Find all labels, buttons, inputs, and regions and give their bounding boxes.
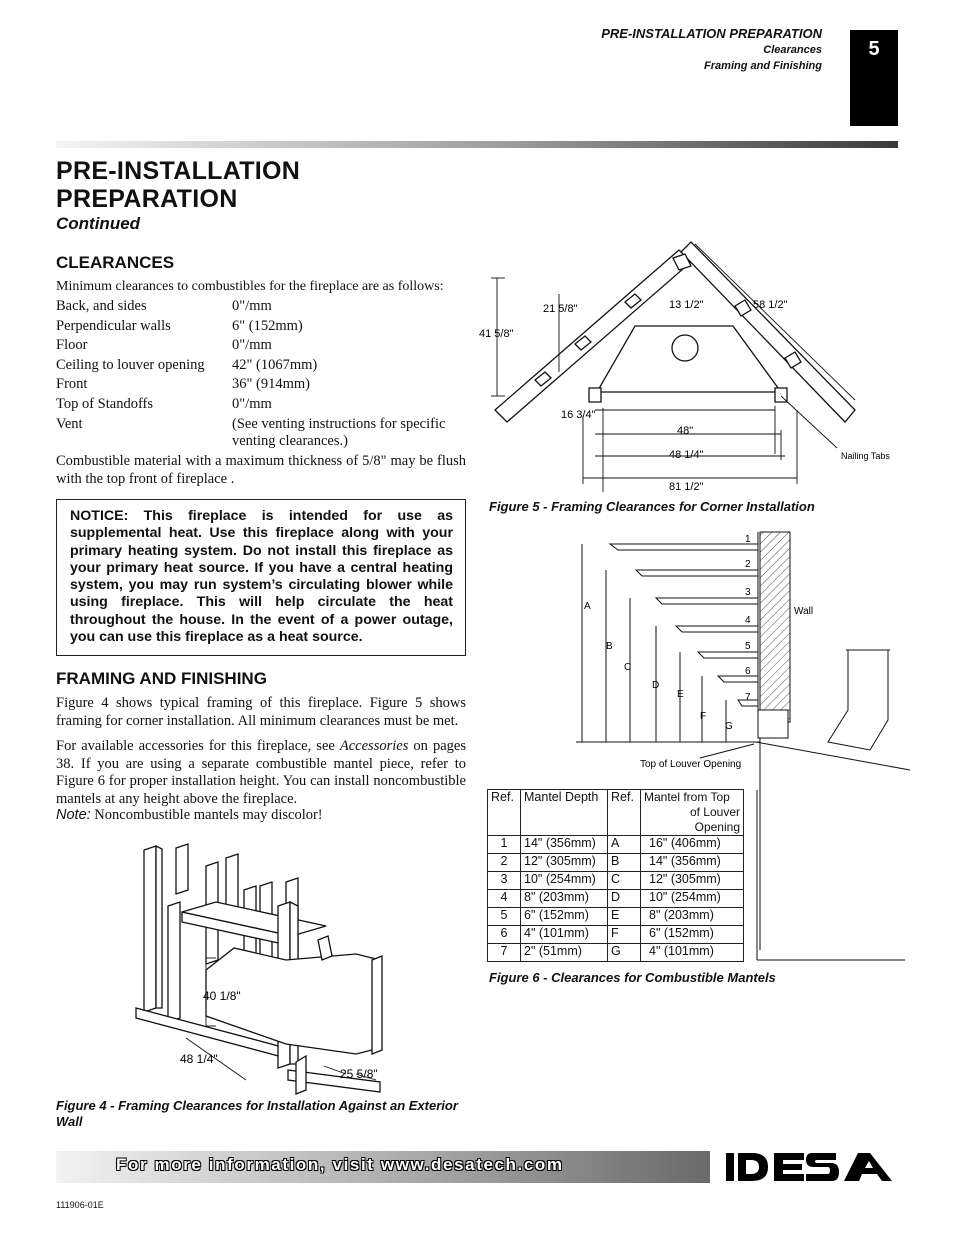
table-header-row bbox=[488, 790, 744, 836]
framing-note bbox=[56, 807, 466, 825]
table-cell: 6" (152mm) bbox=[521, 908, 608, 926]
header-subtopic-clearances: Clearances bbox=[763, 44, 822, 56]
mantel-number-6: 6 bbox=[745, 666, 751, 677]
table-row bbox=[488, 872, 744, 890]
figure4-depth-dimension: 25 5/8" bbox=[340, 1067, 378, 1081]
mantel-number-7: 7 bbox=[745, 692, 751, 703]
framing-p2-end: on pages 38. If you are using a separate combustible mantel piece, refer to Figure 6 for proper installation height. You can install noncombustible mantels at any height above the fireplace. bbox=[56, 738, 467, 807]
table-header-mantel-depth: Mantel Depth bbox=[521, 790, 608, 836]
clearance-label: Front bbox=[56, 376, 88, 392]
table-row bbox=[488, 836, 744, 854]
framing-paragraph-2 bbox=[56, 738, 466, 808]
table-cell: 6 bbox=[488, 926, 521, 944]
table-cell: E bbox=[608, 908, 641, 926]
document-number: 111906-01E bbox=[56, 1200, 104, 1210]
figure5-caption: Figure 5 - Framing Clearances for Corner Installation bbox=[489, 499, 815, 514]
wall-label: Wall bbox=[794, 606, 814, 617]
figure5-dim-58-1-2: 58 1/2" bbox=[753, 299, 788, 311]
table-cell: B bbox=[608, 854, 641, 872]
table-cell: 10" (254mm) bbox=[521, 872, 608, 890]
table-row bbox=[488, 854, 744, 872]
table-cell: 8" (203mm) bbox=[521, 890, 608, 908]
clearances-intro: Minimum clearances to combustibles for the fireplace are as follows: bbox=[56, 279, 444, 294]
table-cell: 14" (356mm) bbox=[641, 854, 744, 872]
clearance-value: 36" (914mm) bbox=[232, 376, 311, 392]
figure6-fireplace-side-outline bbox=[745, 790, 905, 965]
table-cell: A bbox=[608, 836, 641, 854]
figure6-caption: Figure 6 - Clearances for Combustible Mantels bbox=[489, 970, 776, 985]
nailing-tabs-label: Nailing Tabs bbox=[841, 451, 890, 461]
figure5-dim-41-5-8: 41 5/8" bbox=[479, 328, 514, 340]
mantel-number-1: 1 bbox=[745, 534, 751, 545]
desa-logo-text: DESA bbox=[722, 1149, 725, 1150]
figure5-dim-48-1-4: 48 1/4" bbox=[669, 449, 704, 461]
clearance-label: Floor bbox=[56, 337, 88, 353]
figure5-dim-13-1-2: 13 1/2" bbox=[669, 299, 704, 311]
table-cell: 4" (101mm) bbox=[641, 944, 744, 962]
notice-text: NOTICE: This fireplace is intended for use as supplemental heat. Use this fireplace along with your primary heating system. Do not install this fireplace as your primary heat source. If you have a central heating system, you may run system’s circulating blower while using fireplace. This will help circulate the heat throughout the house. In the event of a power outage, you can use this fireplace as a heat source. bbox=[70, 508, 453, 646]
height-letter-g: G bbox=[725, 721, 733, 732]
figure6-mantel-diagram bbox=[570, 530, 910, 780]
framing-heading: FRAMING AND FINISHING bbox=[56, 669, 267, 688]
footer-website-text: For more information, visit www.desatech.com bbox=[116, 1155, 564, 1174]
figure5-corner-diagram bbox=[479, 240, 905, 495]
table-cell: C bbox=[608, 872, 641, 890]
figure5-dim-16-3-4: 16 3/4" bbox=[561, 409, 596, 421]
table-cell: 1 bbox=[488, 836, 521, 854]
table-cell: 14" (356mm) bbox=[521, 836, 608, 854]
table-header-mantel-height-line1: Mantel from Top bbox=[644, 790, 730, 804]
framing-p2-start: For available accessories for this fireplace, see bbox=[56, 738, 340, 754]
clearance-value: 0"/mm bbox=[232, 337, 272, 353]
clearance-value: 6" (152mm) bbox=[232, 318, 303, 334]
table-cell: G bbox=[608, 944, 641, 962]
clearance-value: 42" (1067mm) bbox=[232, 357, 318, 373]
height-letter-d: D bbox=[652, 680, 660, 691]
figure4-caption: Figure 4 - Framing Clearances for Installation Against an Exterior Wall bbox=[56, 1098, 458, 1129]
combustible-note: Combustible material with a maximum thickness of 5/8" may be flush with the top front of fireplace . bbox=[56, 453, 466, 487]
figure5-dim-81-1-2: 81 1/2" bbox=[669, 481, 704, 493]
figure4-height-dimension: 40 1/8" bbox=[203, 989, 241, 1003]
clearance-value: 0"/mm bbox=[232, 298, 272, 314]
table-row bbox=[488, 944, 744, 962]
clearance-label: Ceiling to louver opening bbox=[56, 357, 205, 373]
figure4-width-dimension: 48 1/4" bbox=[180, 1052, 218, 1066]
figure5-dim-48: 48" bbox=[677, 425, 694, 437]
table-row bbox=[488, 890, 744, 908]
table-cell: 4" (101mm) bbox=[521, 926, 608, 944]
table-row bbox=[488, 908, 744, 926]
figure4-framing-illustration bbox=[56, 830, 476, 1100]
page-title-line1: PRE-INSTALLATION bbox=[56, 157, 301, 185]
note-text: Noncombustible mantels may discolor! bbox=[90, 807, 323, 823]
page-title bbox=[56, 157, 476, 213]
header-rule bbox=[56, 141, 898, 148]
clearance-value: (See venting instructions for specific venting clearances.) bbox=[232, 416, 446, 449]
table-cell: 7 bbox=[488, 944, 521, 962]
framing-paragraph-1: Figure 4 shows typical framing of this fireplace. Figure 5 shows framing for corner installation. All minimum clearances must be met. bbox=[56, 695, 466, 729]
mantel-clearance-table bbox=[487, 789, 744, 962]
table-cell: 5 bbox=[488, 908, 521, 926]
mantel-number-5: 5 bbox=[745, 641, 751, 652]
header-section-title: PRE-INSTALLATION PREPARATION bbox=[601, 26, 822, 41]
table-cell: 10" (254mm) bbox=[641, 890, 744, 908]
height-letter-f: F bbox=[700, 711, 707, 722]
page-title-line2: PREPARATION bbox=[56, 185, 238, 213]
table-cell: 8" (203mm) bbox=[641, 908, 744, 926]
accessories-reference: Accessories bbox=[339, 738, 409, 754]
table-header-ref: Ref. bbox=[488, 790, 521, 836]
table-cell: F bbox=[608, 926, 641, 944]
desa-logo bbox=[722, 1149, 900, 1185]
mantel-number-2: 2 bbox=[745, 559, 751, 570]
table-cell: 2" (51mm) bbox=[521, 944, 608, 962]
clearance-label: Vent bbox=[56, 416, 83, 432]
table-header-mantel-height-line2: of Louver Opening bbox=[689, 805, 740, 834]
mantel-number-4: 4 bbox=[745, 615, 751, 626]
page-number: 5 bbox=[850, 30, 898, 126]
clearance-label: Top of Standoffs bbox=[56, 396, 153, 412]
clearances-heading: CLEARANCES bbox=[56, 253, 175, 272]
table-cell: 12" (305mm) bbox=[521, 854, 608, 872]
table-header-ref2: Ref. bbox=[608, 790, 641, 836]
note-label: Note: bbox=[56, 807, 91, 823]
height-letter-b: B bbox=[606, 641, 613, 652]
table-row bbox=[488, 926, 744, 944]
header-subtopic-framing: Framing and Finishing bbox=[704, 60, 822, 72]
height-letter-a: A bbox=[584, 601, 591, 612]
figure5-dim-21-5-8: 21 5/8" bbox=[543, 303, 578, 315]
top-of-louver-label: Top of Louver Opening bbox=[640, 759, 742, 770]
continued-label: Continued bbox=[56, 214, 141, 233]
clearance-label: Back, and sides bbox=[56, 298, 147, 314]
notice-box bbox=[56, 499, 466, 656]
height-letter-c: C bbox=[624, 662, 632, 673]
table-cell: 3 bbox=[488, 872, 521, 890]
mantel-number-3: 3 bbox=[745, 587, 751, 598]
height-letter-e: E bbox=[677, 689, 684, 700]
table-cell: 2 bbox=[488, 854, 521, 872]
table-cell: 6" (152mm) bbox=[641, 926, 744, 944]
clearance-label: Perpendicular walls bbox=[56, 318, 171, 334]
table-cell: 16" (406mm) bbox=[641, 836, 744, 854]
table-cell: 4 bbox=[488, 890, 521, 908]
table-header-mantel-height bbox=[641, 790, 744, 836]
table-cell: 12" (305mm) bbox=[641, 872, 744, 890]
table-cell: D bbox=[608, 890, 641, 908]
clearance-value: 0"/mm bbox=[232, 396, 272, 412]
